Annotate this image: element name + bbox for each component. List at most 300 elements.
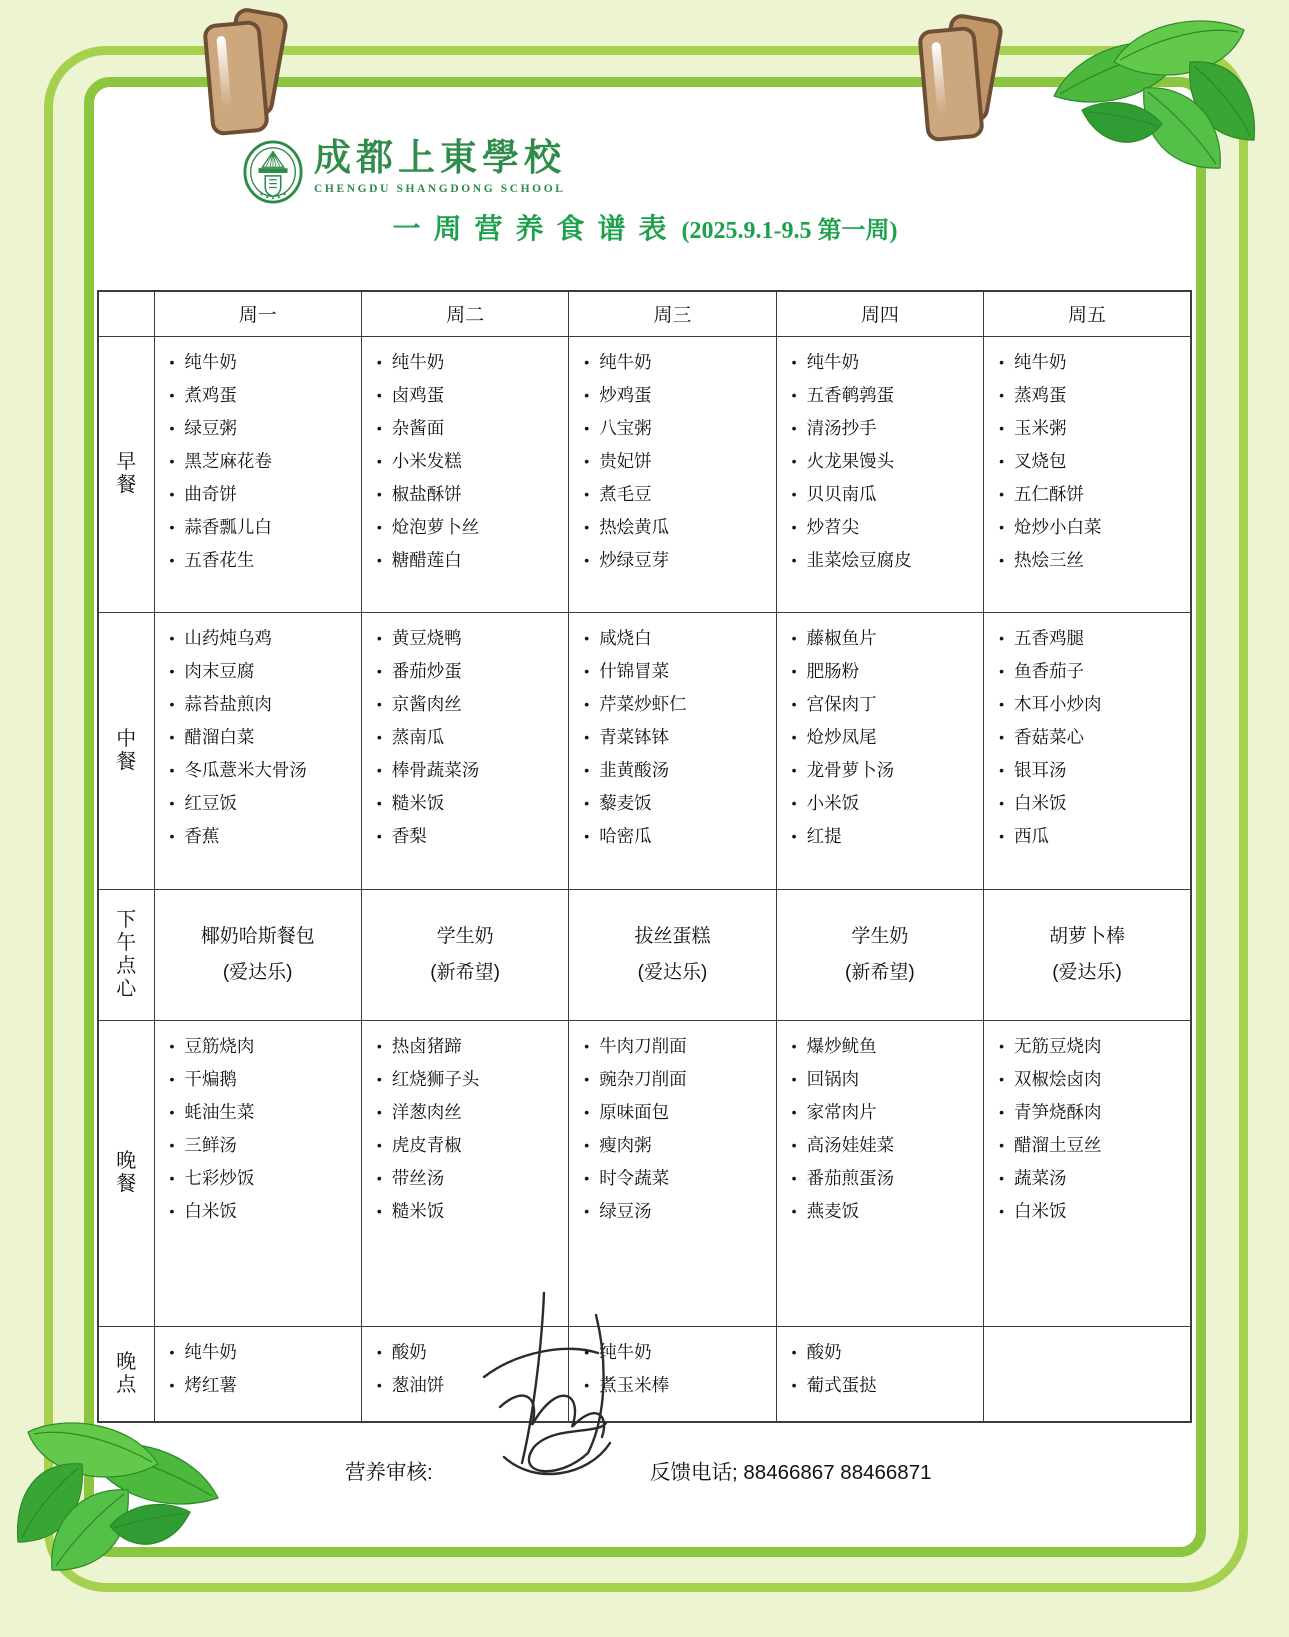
menu-item-text: 韭黄酸汤 xyxy=(599,759,670,780)
bullet-icon: • xyxy=(376,662,382,679)
menu-item-text: 龙骨萝卜汤 xyxy=(806,759,895,780)
menu-item-text: 纯牛奶 xyxy=(391,351,445,372)
bullet-icon: • xyxy=(169,662,175,679)
menu-item-text: 番茄炒蛋 xyxy=(391,660,462,681)
bullet-icon: • xyxy=(791,827,797,844)
menu-item-text: 蒸鸡蛋 xyxy=(1013,384,1067,405)
bullet-icon: • xyxy=(376,353,382,370)
menu-item-text: 绿豆粥 xyxy=(184,417,237,438)
menu-cell-centered xyxy=(984,889,1191,1020)
menu-item-text: 葡式蛋挞 xyxy=(806,1374,877,1395)
menu-item-text: 蒜苔盐煎肉 xyxy=(184,693,272,714)
bullet-icon: • xyxy=(584,353,590,370)
meal-label-char: 点 xyxy=(116,954,137,977)
bullet-icon: • xyxy=(376,827,382,844)
bullet-icon: • xyxy=(584,1136,590,1153)
menu-item-list xyxy=(984,337,1190,581)
menu-item-text: 纯牛奶 xyxy=(1013,351,1067,372)
bullet-icon: • xyxy=(376,518,382,535)
school-emblem-icon xyxy=(242,139,304,205)
snack-text-line: (新希望) xyxy=(845,961,915,983)
menu-item-text: 洋葱肉丝 xyxy=(391,1101,462,1122)
menu-item xyxy=(377,622,564,655)
menu-item-text: 纯牛奶 xyxy=(184,1341,237,1362)
bullet-icon: • xyxy=(169,452,175,469)
snack-text xyxy=(569,919,775,989)
menu-item-text: 牛肉刀削面 xyxy=(599,1035,687,1056)
meal-row-label-stack xyxy=(99,909,154,1001)
menu-item-text: 八宝粥 xyxy=(599,417,652,438)
menu-item xyxy=(999,1030,1186,1063)
bullet-icon: • xyxy=(169,794,175,811)
bullet-icon: • xyxy=(376,1103,382,1120)
menu-item-text: 香菇菜心 xyxy=(1013,726,1084,747)
menu-item xyxy=(170,754,357,787)
paper-clip-left xyxy=(203,10,287,144)
menu-item-text: 玉米粥 xyxy=(1013,417,1067,438)
bullet-icon: • xyxy=(791,419,797,436)
bullet-icon: • xyxy=(169,419,175,436)
menu-item-list xyxy=(362,337,568,581)
menu-item-text: 叉烧包 xyxy=(1013,450,1067,471)
menu-item xyxy=(377,544,564,577)
bullet-icon: • xyxy=(584,662,590,679)
bullet-icon: • xyxy=(999,518,1004,535)
bullet-icon: • xyxy=(376,1169,382,1186)
menu-item xyxy=(999,787,1186,820)
signature-scribble xyxy=(446,1285,656,1495)
menu-item-text: 热烩黄瓜 xyxy=(599,516,670,537)
menu-item-list xyxy=(777,1327,983,1406)
menu-item xyxy=(792,346,979,379)
menu-item xyxy=(584,820,771,853)
menu-item xyxy=(377,379,564,412)
menu-item-text: 豆筋烧肉 xyxy=(184,1035,255,1056)
menu-item xyxy=(584,688,771,721)
menu-item-text: 五香花生 xyxy=(184,549,255,570)
menu-item xyxy=(584,655,771,688)
bullet-icon: • xyxy=(791,386,797,403)
menu-item xyxy=(170,1336,357,1369)
menu-item-text: 小米饭 xyxy=(806,792,860,813)
menu-item xyxy=(584,622,771,655)
bullet-icon: • xyxy=(584,827,590,844)
menu-item-text: 家常肉片 xyxy=(806,1101,877,1122)
bullet-icon: • xyxy=(999,629,1004,646)
menu-item xyxy=(999,412,1186,445)
school-name-zh: 成都上東學校 xyxy=(314,138,566,179)
menu-item xyxy=(999,346,1186,379)
menu-item xyxy=(584,721,771,754)
bullet-icon: • xyxy=(584,761,590,778)
bullet-icon: • xyxy=(999,728,1004,745)
menu-item-text: 七彩炒饭 xyxy=(184,1167,255,1188)
menu-cell xyxy=(569,612,776,889)
bullet-icon: • xyxy=(791,1136,797,1153)
meal-row-label xyxy=(98,336,154,612)
menu-item xyxy=(792,1195,979,1228)
menu-item xyxy=(792,1336,979,1369)
bullet-icon: • xyxy=(999,662,1004,679)
snack-text-line: 学生奶 xyxy=(436,926,494,948)
bullet-icon: • xyxy=(584,1202,590,1219)
bullet-icon: • xyxy=(169,485,175,502)
meal-label-char: 晚 xyxy=(116,1150,137,1172)
bullet-icon: • xyxy=(584,419,590,436)
menu-item xyxy=(170,445,357,478)
menu-item-text: 绿豆汤 xyxy=(599,1200,652,1221)
menu-item-text: 蔬菜汤 xyxy=(1013,1167,1067,1188)
menu-item-text: 银耳汤 xyxy=(1013,759,1067,780)
menu-item xyxy=(792,1369,979,1402)
menu-item xyxy=(584,478,771,511)
menu-item-text: 炒鸡蛋 xyxy=(599,384,652,405)
meal-label-char: 餐 xyxy=(116,750,137,773)
bullet-icon: • xyxy=(169,353,175,370)
menu-item-list xyxy=(155,337,361,581)
meal-label-char: 点 xyxy=(116,1373,137,1396)
menu-item-text: 纯牛奶 xyxy=(599,351,652,372)
menu-item-text: 燕麦饭 xyxy=(806,1200,860,1221)
snack-text xyxy=(984,919,1190,989)
bullet-icon: • xyxy=(169,1202,175,1219)
snack-text-line: 学生奶 xyxy=(851,926,909,948)
menu-item xyxy=(792,379,979,412)
day-header: 周四 xyxy=(776,291,983,336)
menu-cell xyxy=(154,1326,361,1422)
bullet-icon: • xyxy=(791,695,797,712)
meal-label-char: 早 xyxy=(116,451,137,473)
bullet-icon: • xyxy=(376,629,382,646)
menu-item xyxy=(377,1129,564,1162)
menu-item xyxy=(584,1129,771,1162)
menu-item xyxy=(792,754,979,787)
bullet-icon: • xyxy=(791,1070,797,1087)
menu-item xyxy=(792,445,979,478)
menu-table xyxy=(97,290,1192,1423)
menu-item xyxy=(792,787,979,820)
menu-cell-centered xyxy=(776,889,983,1020)
menu-item-text: 炒绿豆芽 xyxy=(599,549,670,570)
bullet-icon: • xyxy=(169,386,175,403)
menu-item-text: 烤红薯 xyxy=(184,1374,237,1395)
menu-item xyxy=(584,379,771,412)
bullet-icon: • xyxy=(376,551,382,568)
menu-item xyxy=(999,1195,1186,1228)
menu-item xyxy=(999,445,1186,478)
menu-item xyxy=(170,1369,357,1402)
menu-item-text: 贝贝南瓜 xyxy=(806,483,877,504)
menu-item-text: 纯牛奶 xyxy=(806,351,860,372)
meal-row-breakfast xyxy=(98,336,1191,612)
page-title xyxy=(94,207,1196,247)
menu-item-text: 西瓜 xyxy=(1013,825,1049,846)
menu-cell xyxy=(776,1020,983,1326)
menu-card xyxy=(84,77,1206,1557)
bullet-icon: • xyxy=(791,662,797,679)
menu-item xyxy=(377,346,564,379)
menu-item-text: 曲奇饼 xyxy=(184,483,237,504)
bullet-icon: • xyxy=(999,1037,1004,1054)
menu-item xyxy=(584,544,771,577)
bullet-icon: • xyxy=(169,1037,175,1054)
menu-item-text: 高汤娃娃菜 xyxy=(806,1134,895,1155)
menu-item xyxy=(377,1096,564,1129)
paper-clip-right xyxy=(918,16,1002,150)
menu-item-text: 香蕉 xyxy=(184,825,220,846)
menu-item-list xyxy=(777,337,983,581)
bullet-icon: • xyxy=(791,353,797,370)
menu-item xyxy=(377,1063,564,1096)
menu-item xyxy=(584,1063,771,1096)
day-header: 周二 xyxy=(361,291,568,336)
menu-item xyxy=(999,754,1186,787)
day-header: 周五 xyxy=(984,291,1191,336)
menu-item xyxy=(170,1096,357,1129)
menu-item-list xyxy=(569,613,775,857)
meal-row-lunch xyxy=(98,612,1191,889)
bullet-icon: • xyxy=(791,518,797,535)
bullet-icon: • xyxy=(584,695,590,712)
menu-item xyxy=(377,412,564,445)
menu-cell xyxy=(154,612,361,889)
bullet-icon: • xyxy=(169,827,175,844)
menu-cell xyxy=(569,336,776,612)
menu-item-list xyxy=(569,337,775,581)
menu-item-text: 黄豆烧鸭 xyxy=(391,627,462,648)
menu-item-text: 冬瓜薏米大骨汤 xyxy=(184,759,307,780)
menu-item xyxy=(792,1063,979,1096)
menu-item-text: 原味面包 xyxy=(599,1101,670,1122)
menu-item xyxy=(170,1030,357,1063)
menu-item xyxy=(999,622,1186,655)
meal-label-char: 餐 xyxy=(116,474,137,496)
menu-item xyxy=(170,622,357,655)
bullet-icon: • xyxy=(584,1037,590,1054)
menu-item-list xyxy=(362,1021,568,1232)
menu-item xyxy=(170,1129,357,1162)
meal-row-label-stack xyxy=(99,451,154,497)
menu-item xyxy=(792,1096,979,1129)
menu-item-text: 热卤猪蹄 xyxy=(391,1035,462,1056)
menu-item-text: 炝炒凤尾 xyxy=(806,726,877,747)
menu-item xyxy=(999,655,1186,688)
menu-item-list xyxy=(777,613,983,857)
menu-item-text: 葱油饼 xyxy=(391,1374,445,1395)
menu-item-list xyxy=(155,1021,361,1232)
menu-title-text: 一 周 营 养 食 谱 表 xyxy=(392,214,670,245)
meal-row-label xyxy=(98,889,154,1020)
menu-item-text: 蒜香瓢儿白 xyxy=(184,516,272,537)
meal-label-char: 中 xyxy=(116,727,137,750)
bullet-icon: • xyxy=(791,728,797,745)
bullet-icon: • xyxy=(169,1136,175,1153)
bullet-icon: • xyxy=(791,1202,797,1219)
bullet-icon: • xyxy=(584,1169,590,1186)
menu-item xyxy=(377,655,564,688)
meal-row-label-stack xyxy=(99,1150,154,1196)
bullet-icon: • xyxy=(999,761,1004,778)
menu-item xyxy=(377,787,564,820)
day-header-row xyxy=(98,291,1191,336)
menu-item-text: 豌杂刀削面 xyxy=(599,1068,687,1089)
menu-item-text: 煮玉米棒 xyxy=(599,1374,670,1395)
snack-text xyxy=(777,919,983,989)
snack-text xyxy=(362,919,568,989)
menu-item xyxy=(792,478,979,511)
menu-item xyxy=(999,688,1186,721)
bullet-icon: • xyxy=(376,1070,382,1087)
menu-item-list xyxy=(155,1327,361,1406)
menu-item xyxy=(170,1162,357,1195)
menu-item-text: 纯牛奶 xyxy=(184,351,237,372)
menu-cell xyxy=(776,336,983,612)
menu-item xyxy=(792,688,979,721)
menu-item-text: 醋溜白菜 xyxy=(184,726,255,747)
bullet-icon: • xyxy=(999,695,1004,712)
bullet-icon: • xyxy=(999,1070,1004,1087)
bullet-icon: • xyxy=(376,452,382,469)
menu-cell xyxy=(776,1326,983,1422)
menu-item-text: 蒸南瓜 xyxy=(391,726,445,747)
menu-item-text: 肥肠粉 xyxy=(806,660,860,681)
bullet-icon: • xyxy=(376,386,382,403)
menu-item xyxy=(377,721,564,754)
bullet-icon: • xyxy=(584,1070,590,1087)
menu-item xyxy=(792,1129,979,1162)
menu-item-text: 香梨 xyxy=(391,825,427,846)
bullet-icon: • xyxy=(584,1103,590,1120)
bullet-icon: • xyxy=(584,629,590,646)
menu-cell xyxy=(984,1326,1191,1422)
menu-item xyxy=(792,412,979,445)
menu-item xyxy=(792,1162,979,1195)
meal-row-label xyxy=(98,612,154,889)
menu-item xyxy=(377,478,564,511)
menu-item-text: 贵妃饼 xyxy=(599,450,652,471)
menu-item xyxy=(170,1195,357,1228)
menu-item xyxy=(999,820,1186,853)
bullet-icon: • xyxy=(791,551,797,568)
menu-item-text: 咸烧白 xyxy=(599,627,652,648)
menu-item-text: 宫保肉丁 xyxy=(806,693,877,714)
menu-item-list xyxy=(984,1327,1190,1340)
menu-title-period: (2025.9.1-9.5 第一周) xyxy=(681,218,898,244)
menu-cell xyxy=(984,336,1191,612)
menu-item xyxy=(792,655,979,688)
menu-cell xyxy=(361,1020,568,1326)
menu-item xyxy=(377,445,564,478)
snack-text-line: 椰奶哈斯餐包 xyxy=(200,926,315,948)
menu-item-text: 小米发糕 xyxy=(391,450,462,471)
menu-item-text: 回锅肉 xyxy=(806,1068,860,1089)
bullet-icon: • xyxy=(584,452,590,469)
bullet-icon: • xyxy=(169,761,175,778)
menu-item-text: 芹菜炒虾仁 xyxy=(599,693,687,714)
bullet-icon: • xyxy=(999,452,1004,469)
menu-item-text: 双椒烩卤肉 xyxy=(1013,1068,1102,1089)
meal-label-char: 午 xyxy=(116,931,137,954)
menu-item-text: 藤椒鱼片 xyxy=(806,627,877,648)
bullet-icon: • xyxy=(376,1136,382,1153)
menu-item xyxy=(170,412,357,445)
bullet-icon: • xyxy=(376,1037,382,1054)
bullet-icon: • xyxy=(999,419,1004,436)
menu-item-text: 白米饭 xyxy=(184,1200,237,1221)
menu-item-text: 鱼香茄子 xyxy=(1013,660,1084,681)
menu-item-text: 瘦肉粥 xyxy=(599,1134,652,1155)
bullet-icon: • xyxy=(999,1202,1004,1219)
bullet-icon: • xyxy=(791,794,797,811)
bullet-icon: • xyxy=(791,1103,797,1120)
menu-item xyxy=(170,544,357,577)
menu-item xyxy=(792,721,979,754)
menu-cell xyxy=(984,1020,1191,1326)
day-header: 周一 xyxy=(154,291,361,336)
menu-item-text: 白米饭 xyxy=(1013,792,1067,813)
menu-item xyxy=(999,511,1186,544)
bullet-icon: • xyxy=(791,452,797,469)
menu-item-text: 虎皮青椒 xyxy=(391,1134,462,1155)
bullet-icon: • xyxy=(791,1343,797,1360)
menu-item xyxy=(584,511,771,544)
menu-item xyxy=(584,1030,771,1063)
menu-item xyxy=(170,346,357,379)
menu-item xyxy=(792,511,979,544)
menu-cell xyxy=(776,612,983,889)
bullet-icon: • xyxy=(791,761,797,778)
menu-item-text: 藜麦饭 xyxy=(599,792,652,813)
bullet-icon: • xyxy=(376,419,382,436)
menu-item xyxy=(792,820,979,853)
menu-item xyxy=(377,1162,564,1195)
bullet-icon: • xyxy=(999,827,1004,844)
menu-item-text: 炝炒小白菜 xyxy=(1013,516,1102,537)
menu-item-text: 煮毛豆 xyxy=(599,483,652,504)
menu-item-text: 卤鸡蛋 xyxy=(391,384,445,405)
meal-row-label-stack xyxy=(99,728,154,774)
menu-item xyxy=(170,688,357,721)
meal-label-char: 心 xyxy=(116,977,137,1000)
menu-item xyxy=(584,412,771,445)
menu-item-text: 京酱肉丝 xyxy=(391,693,462,714)
menu-cell xyxy=(361,612,568,889)
bullet-icon: • xyxy=(169,1103,175,1120)
bullet-icon: • xyxy=(791,485,797,502)
snack-text-line: (爱达乐) xyxy=(1052,961,1122,983)
meal-label-char: 晚 xyxy=(116,1350,137,1373)
menu-item xyxy=(170,478,357,511)
bullet-icon: • xyxy=(376,761,382,778)
bullet-icon: • xyxy=(584,518,590,535)
menu-item-text: 纯牛奶 xyxy=(599,1341,652,1362)
menu-item-text: 白米饭 xyxy=(1013,1200,1067,1221)
menu-item-text: 杂酱面 xyxy=(391,417,445,438)
nutrition-review-label: 营养审核: xyxy=(345,1461,433,1484)
menu-item-text: 清汤抄手 xyxy=(806,417,877,438)
bullet-icon: • xyxy=(376,1376,382,1393)
bullet-icon: • xyxy=(169,728,175,745)
bullet-icon: • xyxy=(999,1103,1004,1120)
bullet-icon: • xyxy=(999,386,1004,403)
snack-text-line: 拔丝蛋糕 xyxy=(634,926,711,948)
bullet-icon: • xyxy=(999,485,1004,502)
bullet-icon: • xyxy=(169,629,175,646)
meal-row-dinner xyxy=(98,1020,1191,1326)
menu-item xyxy=(999,1162,1186,1195)
bullet-icon: • xyxy=(584,1343,590,1360)
menu-item xyxy=(584,1162,771,1195)
